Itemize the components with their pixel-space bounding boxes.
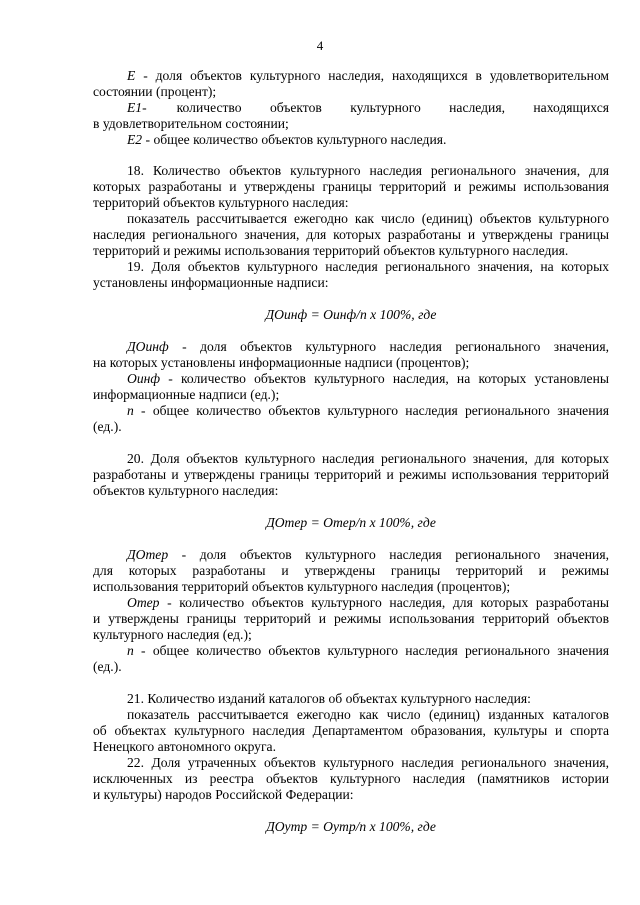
definition-text-cont: (ед.). [93, 419, 122, 434]
definition-text: - доля объектов культурного наследия, находящихся в удовлетворительном [143, 68, 609, 83]
formula-do-ter: ДОтер = Отер/n x 100%, где [266, 515, 436, 530]
item-19-definitions [93, 339, 609, 435]
item-21-para: Ненецкого автономного округа. [93, 739, 276, 754]
item-20-definitions [93, 547, 609, 675]
item-21 [93, 691, 609, 755]
definition-text-cont: (ед.). [93, 659, 122, 674]
definition-text: - доля объектов культурного наследия регионального значения, [181, 547, 609, 562]
item-18-para: показатель рассчитывается ежегодно как число (единиц) объектов культурного [127, 211, 609, 226]
definition-text: - общее количество объектов культурного наследия регионального значения [141, 403, 609, 418]
definition-text-cont: информационные надписи (ед.); [93, 387, 280, 402]
symbol-o-ter: Отер [127, 595, 160, 610]
item-19 [93, 259, 609, 291]
item-22-line: и культуры) народов Российской Федерации: [93, 787, 354, 802]
item-18-para: территорий и режимы использования территорий объектов культурного наследия. [93, 243, 569, 258]
symbol-o-inf: Оинф [127, 371, 161, 386]
item-21-para: об объектах культурного наследия Департаментом образования, культуры и спорта [93, 723, 609, 738]
symbol-n: n [127, 643, 134, 658]
item-18-line: территорий объектов культурного наследия: [93, 195, 349, 210]
item-18-para: наследия регионального значения, для которых разработаны и утверждены границы [93, 227, 609, 242]
definition-text: - общее количество объектов культурного наследия регионального значения [141, 643, 609, 658]
page-number: 4 [316, 38, 324, 53]
item-22 [93, 755, 609, 803]
definition-text-cont: и утверждены границы территорий и режимы использования территорий объектов [93, 611, 609, 626]
definition-text-cont: использования территорий объектов культурного наследия (процентов); [93, 579, 511, 594]
item-19-line: 19. Доля объектов культурного наследия регионального значения, на которых [127, 259, 609, 274]
item-20-line: 20. Доля объектов культурного наследия регионального значения, для которых [127, 451, 609, 466]
definition-e [93, 68, 609, 100]
formula-do-utr: ДОутр = Оутр/n x 100%, где [266, 819, 436, 834]
item-22-line: 22. Доля утраченных объектов культурного наследия регионального значения, [127, 755, 609, 770]
item-18 [93, 163, 609, 259]
symbol-e1: E1- [127, 100, 147, 115]
definition-text: - количество объектов культурного наследия, на которых установлены [168, 371, 609, 386]
definition-text: - общее количество объектов культурного наследия. [145, 132, 447, 147]
definition-e2 [93, 132, 609, 148]
item-20-line: объектов культурного наследия: [93, 483, 279, 498]
symbol-e2: E2 [127, 132, 143, 147]
item-21-para: показатель рассчитывается ежегодно как число (единиц) изданных каталогов [127, 707, 609, 722]
definition-text: - доля объектов культурного наследия регионального значения, [182, 339, 609, 354]
definition-text-cont: состоянии (процент); [93, 84, 217, 99]
item-20 [93, 451, 609, 499]
item-20-line: разработаны и утверждены границы территорий и режимы использования территорий [93, 467, 609, 482]
definition-text: количество объектов культурного наследия, находящихся [176, 100, 609, 115]
definition-text-cont: для которых разработаны и утверждены границы территорий и режимы [93, 563, 609, 578]
item-18-line: которых разработаны и утверждены границы территорий и режимы использования [93, 179, 609, 194]
item-18-line: 18. Количество объектов культурного наследия регионального значения, для [127, 163, 609, 178]
item-19-line: установлены информационные надписи: [93, 275, 329, 290]
definition-text: - количество объектов культурного наследия, для которых разработаны [167, 595, 609, 610]
symbol-n: n [127, 403, 134, 418]
symbol-do-inf: ДОинф [127, 339, 169, 354]
symbol-e: E [127, 68, 136, 83]
formula-do-inf: ДОинф = Оинф/n x 100%, где [265, 307, 437, 322]
symbol-do-ter: ДОтер [127, 547, 169, 562]
item-22-line: исключенных из реестра объектов культурного наследия (памятников истории [93, 771, 609, 786]
definition-text-cont: культурного наследия (ед.); [93, 627, 252, 642]
item-21-line: 21. Количество изданий каталогов об объектах культурного наследия: [127, 691, 531, 706]
definition-e1 [93, 100, 609, 132]
definition-text-cont: на которых установлены информационные надписи (процентов); [93, 355, 470, 370]
definition-text-cont: в удовлетворительном состоянии; [93, 116, 289, 131]
